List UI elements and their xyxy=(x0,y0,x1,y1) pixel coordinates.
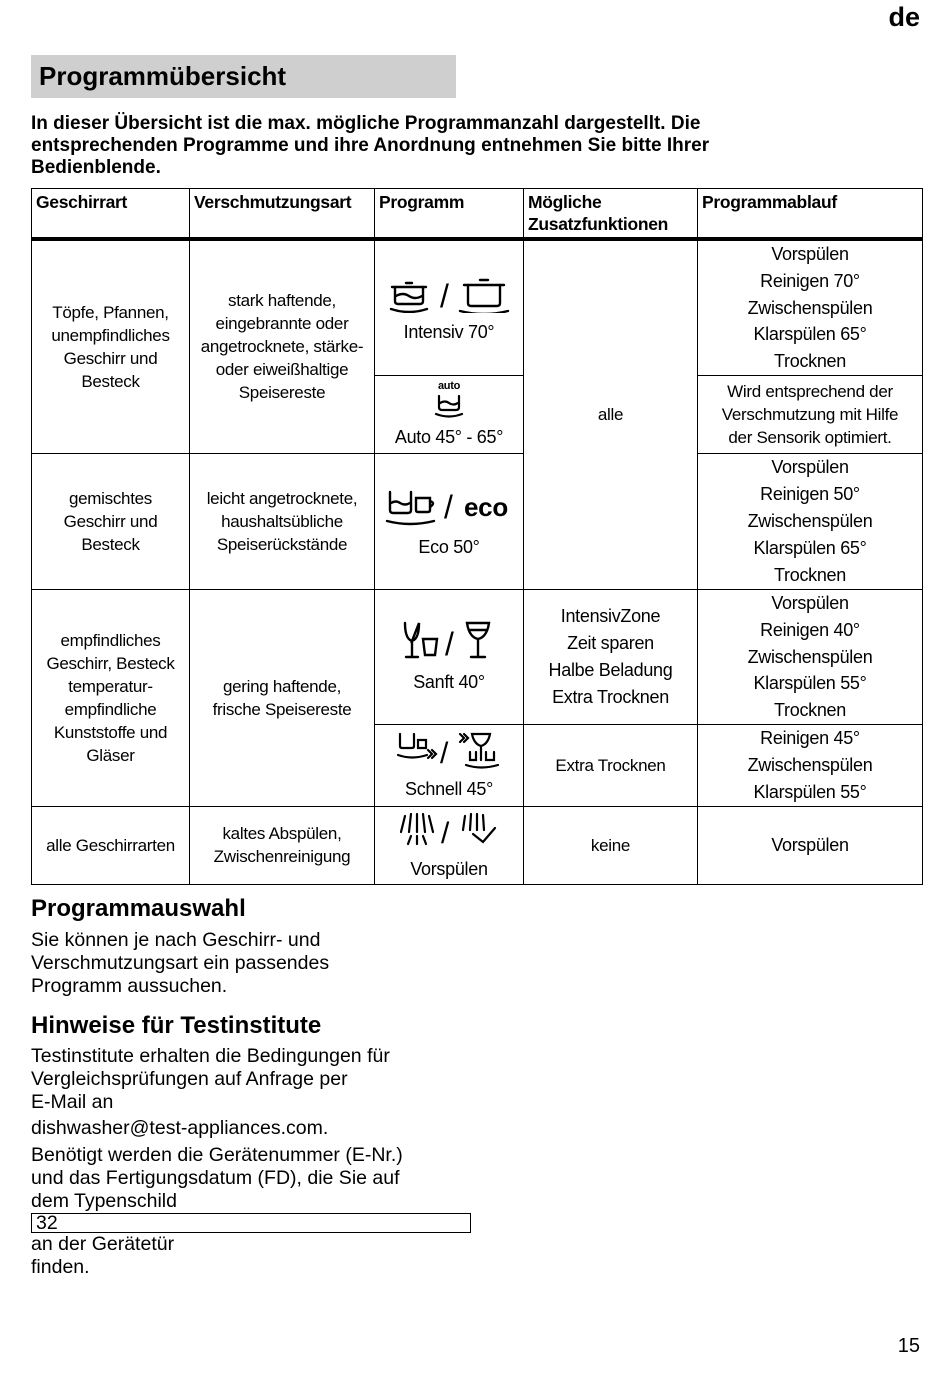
step: Reinigen 70° xyxy=(760,270,860,291)
cell-verschmutzung-2 xyxy=(190,453,375,589)
cell-line: Extra Trocknen xyxy=(555,755,666,775)
cell-zusatz-4 xyxy=(524,806,698,884)
cell-line: gemischtes xyxy=(69,488,152,508)
rinse-symbols-icon xyxy=(377,810,521,856)
program-auto xyxy=(375,375,524,453)
cell-line: eingebrannte oder xyxy=(215,314,349,334)
step: IntensivZone xyxy=(560,606,661,627)
program-name: Intensiv 70° xyxy=(403,322,495,343)
table-row xyxy=(32,453,923,589)
table-header-row xyxy=(32,189,923,240)
cell-ablauf-4 xyxy=(698,589,923,724)
text-line xyxy=(31,1190,471,1256)
cell-line: Besteck xyxy=(81,534,140,554)
step: Klarspülen 55° xyxy=(753,781,867,802)
step: Trocknen xyxy=(774,700,846,721)
cell-line: oder eiweißhaltige xyxy=(215,360,349,380)
step: Reinigen 50° xyxy=(760,484,860,505)
page-number: 15 xyxy=(897,1335,920,1357)
heading-programmauswahl: Programmauswahl xyxy=(31,895,246,922)
cell-geschirr-3 xyxy=(32,589,190,806)
cell-line: angetrocknete, stärke- xyxy=(200,337,364,357)
cell-verschmutzung-1 xyxy=(190,239,375,453)
step: Trocknen xyxy=(774,564,846,585)
auto-label: auto xyxy=(437,379,461,392)
cell-line: Wird entsprechend der xyxy=(727,381,893,401)
table-row xyxy=(32,806,923,884)
text-line: und das Fertigungsdatum (FD), die Sie auf xyxy=(31,1167,400,1189)
cell-ablauf-2 xyxy=(698,375,923,453)
quick-symbols-icon xyxy=(377,730,521,776)
slash-text: / xyxy=(444,488,453,525)
step: Extra Trocknen xyxy=(552,686,669,707)
step: Halbe Beladung xyxy=(548,659,673,680)
auto-pot-icon xyxy=(377,392,521,424)
cell-zusatz-1 xyxy=(524,239,698,589)
text-line: Testinstitute erhalten die Bedingungen für xyxy=(31,1045,390,1067)
cell-line: Geschirr und xyxy=(63,511,158,531)
header-programm: Programm xyxy=(375,189,524,240)
cell-line: gering haftende, xyxy=(222,676,342,696)
step: Trocknen xyxy=(774,351,846,372)
cell-line: Kunststoffe und xyxy=(53,722,168,742)
cell-ablauf-1 xyxy=(698,239,923,375)
text-line: Verschmutzungsart ein passendes xyxy=(31,952,330,974)
eco-label: eco xyxy=(464,491,508,522)
cell-line: alle Geschirrarten xyxy=(46,835,175,855)
cell-line: kaltes Abspülen, xyxy=(222,824,342,844)
step: Zwischenspülen xyxy=(747,755,873,776)
text-line: E-Mail an xyxy=(31,1091,114,1113)
cell-line: unempfindliches xyxy=(51,325,170,345)
cell-line: keine xyxy=(590,835,631,855)
program-sanft xyxy=(375,589,524,724)
step: Vorspülen xyxy=(771,244,849,264)
step: Zwischenspülen xyxy=(747,511,873,532)
intro-line: In dieser Übersicht ist die max. mögliche Programmanzahl dargestellt. Die xyxy=(31,113,701,134)
cell-line: Gläser xyxy=(86,745,135,765)
cell-line: temperatur- xyxy=(68,676,153,696)
text-fragment: dem Typenschild xyxy=(31,1190,177,1212)
cell-line: frische Speisereste xyxy=(212,699,352,719)
header-programmablauf: Programmablauf xyxy=(698,189,923,240)
header-geschirrart: Geschirrart xyxy=(32,189,190,240)
program-eco xyxy=(375,453,524,589)
cell-verschmutzung-3 xyxy=(190,589,375,806)
program-schnell xyxy=(375,724,524,806)
cell-geschirr-4 xyxy=(32,806,190,884)
cell-geschirr-2 xyxy=(32,453,190,589)
program-name: Eco 50° xyxy=(418,536,480,557)
intro-line: Bedienblende. xyxy=(31,157,161,178)
cell-line: Besteck xyxy=(81,371,140,391)
cell-verschmutzung-4 xyxy=(190,806,375,884)
step: Reinigen 45° xyxy=(760,728,860,749)
program-intensiv xyxy=(375,239,524,375)
hinweise-email[interactable] xyxy=(31,1117,471,1140)
header-zusatz-line: Zusatzfunktionen xyxy=(528,214,669,234)
text-line: finden. xyxy=(31,1256,90,1278)
text-line: Benötigt werden die Gerätenummer (E-Nr.) xyxy=(31,1144,403,1166)
cell-line: leicht angetrocknete, xyxy=(206,488,358,508)
intro-text xyxy=(31,113,871,179)
cell-line: der Sensorik optimiert. xyxy=(728,427,892,447)
step: Vorspülen xyxy=(771,457,849,478)
eco-symbols-icon xyxy=(377,484,521,534)
programmauswahl-text xyxy=(31,929,471,998)
step: Zeit sparen xyxy=(567,633,654,654)
step: Zwischenspülen xyxy=(747,297,873,318)
step: Vorspülen xyxy=(771,592,849,613)
pot-symbols-icon xyxy=(377,271,521,319)
cell-line: Geschirr, Besteck xyxy=(46,653,175,673)
program-name: Sanft 40° xyxy=(413,672,485,693)
step: Reinigen 40° xyxy=(760,619,860,640)
email-address[interactable]: dishwasher@test-appliances.com. xyxy=(31,1117,329,1139)
cell-ablauf-5 xyxy=(698,724,923,806)
program-name: Vorspülen xyxy=(410,858,488,879)
cell-line: haushaltsübliche xyxy=(221,511,343,531)
text-line: Sie können je nach Geschirr- und xyxy=(31,929,321,951)
program-overview-table xyxy=(31,188,923,885)
cell-geschirr-1 xyxy=(32,239,190,453)
cell-line: Geschirr und xyxy=(63,348,158,368)
reference-number-box: 32 xyxy=(31,1213,471,1233)
hinweise-text-3 xyxy=(31,1144,471,1279)
header-zusatzfunktionen xyxy=(524,189,698,240)
step: Klarspülen 65° xyxy=(753,324,867,345)
language-tag: de xyxy=(888,2,920,32)
step: Klarspülen 55° xyxy=(753,673,867,694)
cell-line: stark haftende, xyxy=(228,291,336,311)
cell-line: Speiserückstände xyxy=(216,534,348,554)
heading-hinweise: Hinweise für Testinstitute xyxy=(31,1012,322,1039)
page-title: Programmübersicht xyxy=(31,55,456,98)
hinweise-text-1 xyxy=(31,1045,471,1114)
cell-line: empfindliche xyxy=(64,699,157,719)
cell-zusatz-3 xyxy=(524,724,698,806)
cell-ablauf-6 xyxy=(698,806,923,884)
cell-ablauf-3 xyxy=(698,453,923,589)
cell-line: Zwischenreinigung xyxy=(213,847,351,867)
table-row xyxy=(32,239,923,375)
program-name: Schnell 45° xyxy=(405,778,493,799)
cell-line: empfindliches xyxy=(60,630,161,650)
text-line: Programm aussuchen. xyxy=(31,975,228,997)
step: Vorspülen xyxy=(771,835,849,856)
slash-text: / xyxy=(445,626,454,663)
cell-line: Speisereste xyxy=(238,383,326,403)
cell-line: Töpfe, Pfannen, xyxy=(52,302,169,322)
slash-text: / xyxy=(440,278,449,314)
header-zusatz-line: Mögliche xyxy=(528,192,602,212)
intro-line: entsprechenden Programme und ihre Anordnung entnehmen Sie bitte Ihrer xyxy=(31,135,710,156)
slash-text: / xyxy=(441,816,450,850)
glass-symbols-icon xyxy=(377,619,521,669)
text-fragment: an der Gerätetür xyxy=(31,1233,175,1255)
program-name: Auto 45° - 65° xyxy=(394,426,504,447)
text-line: Vergleichsprüfungen auf Anfrage per xyxy=(31,1068,348,1090)
cell-zusatz-2 xyxy=(524,589,698,724)
header-verschmutzungsart: Verschmutzungsart xyxy=(190,189,375,240)
slash-text: / xyxy=(440,736,449,770)
cell-line: Verschmutzung mit Hilfe xyxy=(721,404,899,424)
table-row xyxy=(32,589,923,724)
step: Klarspülen 65° xyxy=(753,537,867,558)
cell-line: alle xyxy=(597,405,624,425)
step: Zwischenspülen xyxy=(747,646,873,667)
program-vorspuelen xyxy=(375,806,524,884)
